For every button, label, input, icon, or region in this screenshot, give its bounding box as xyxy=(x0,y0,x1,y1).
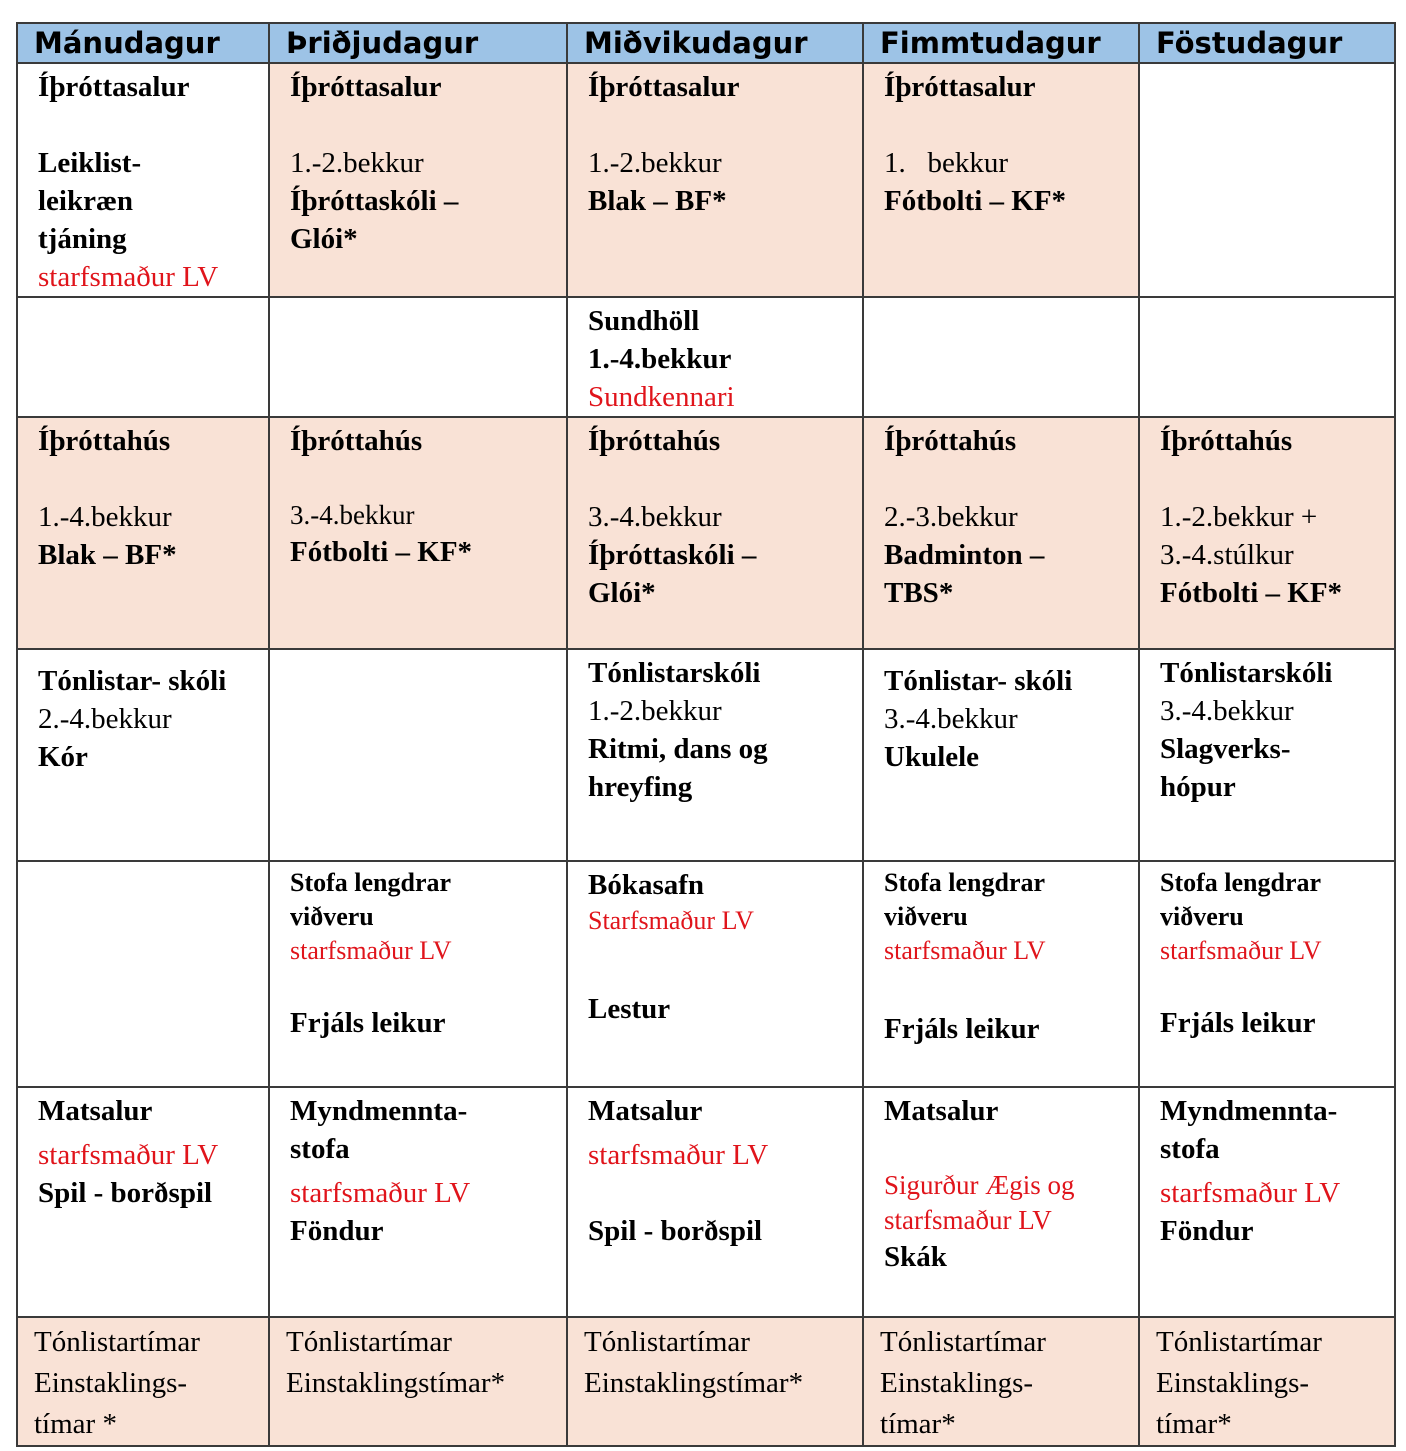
place-label: Tónlistarskóli xyxy=(588,657,761,689)
weekly-schedule-table xyxy=(16,22,1396,1447)
cell-wed-r5 xyxy=(567,861,863,1087)
activity-label: Skák xyxy=(884,1241,947,1273)
staff-label: starfsmaður LV xyxy=(1160,1177,1341,1209)
music-lessons-label: Tónlistartímar xyxy=(34,1326,200,1358)
place-label: Íþróttahús xyxy=(38,425,171,457)
activity-label: Slagverks- xyxy=(1160,733,1291,765)
cell-mon-r2 xyxy=(17,297,269,417)
grade-label: 1.-2.bekkur xyxy=(588,695,722,727)
place-label: Íþróttahús xyxy=(290,425,423,457)
activity-label: hópur xyxy=(1160,771,1236,803)
individual-lessons-label: Einstaklings- xyxy=(34,1367,188,1399)
place-label: stofa xyxy=(290,1133,350,1165)
activity-label: Glói* xyxy=(290,223,358,255)
cell-mon-r3 xyxy=(17,417,269,649)
cell-mon-r7 xyxy=(17,1317,269,1446)
cell-wed-r7 xyxy=(567,1317,863,1446)
grade-label: 3.-4.bekkur xyxy=(1160,695,1294,727)
activity-label: Fótbolti – KF* xyxy=(884,185,1067,217)
cell-thu-r5 xyxy=(863,861,1139,1087)
staff-label: starfsmaður LV xyxy=(38,261,219,293)
place-label: Stofa lengdrar xyxy=(1160,868,1322,897)
activity-label: Íþróttaskóli – xyxy=(588,539,757,571)
grade-label: 1.-2.bekkur + xyxy=(1160,501,1318,533)
place-label: Sundhöll xyxy=(588,305,700,337)
schedule-row xyxy=(17,1317,1395,1446)
staff-label: Sigurður Ægis og xyxy=(884,1170,1075,1200)
cell-tue-r3 xyxy=(269,417,567,649)
place-label: Íþróttahús xyxy=(884,425,1017,457)
cell-wed-r6 xyxy=(567,1087,863,1317)
place-label: Myndmennta- xyxy=(290,1095,468,1127)
activity-label: Leiklist- xyxy=(38,147,142,179)
individual-lessons-label: Einstaklingstímar* xyxy=(286,1367,506,1399)
cell-fri-r3 xyxy=(1139,417,1395,649)
place-label: viðveru xyxy=(1160,902,1244,931)
grade-label: 1.-4.bekkur xyxy=(38,501,172,533)
cell-wed-r2 xyxy=(567,297,863,417)
header-row xyxy=(17,23,1395,63)
staff-label: starfsmaður LV xyxy=(1160,936,1322,965)
activity-label: Fótbolti – KF* xyxy=(290,536,473,568)
music-lessons-label: Tónlistartímar xyxy=(286,1326,452,1358)
cell-thu-r7 xyxy=(863,1317,1139,1446)
staff-label: starfsmaður LV xyxy=(884,936,1046,965)
grade-label: 3.-4.bekkur xyxy=(588,501,722,533)
activity-label: TBS* xyxy=(884,577,954,609)
cell-fri-r5 xyxy=(1139,861,1395,1087)
header-wednesday: Miðvikudagur xyxy=(567,23,863,63)
place-label: Stofa lengdrar xyxy=(290,868,452,897)
individual-lessons-label: Einstaklingstímar* xyxy=(584,1367,804,1399)
cell-thu-r4 xyxy=(863,649,1139,861)
activity-label: Ritmi, dans og xyxy=(588,733,768,765)
individual-lessons-label: Einstaklings- xyxy=(1156,1367,1310,1399)
activity-label: Fótbolti – KF* xyxy=(1160,577,1343,609)
place-label: Íþróttasalur xyxy=(884,71,1036,103)
grade-label: 1.-2.bekkur xyxy=(290,147,424,179)
cell-tue-r7 xyxy=(269,1317,567,1446)
staff-label: starfsmaður LV xyxy=(290,1177,471,1209)
grade-label: 1.-2.bekkur xyxy=(588,147,722,179)
activity-label: Frjáls leikur xyxy=(884,1013,1040,1045)
place-label: Tónlistar- skóli xyxy=(38,665,227,697)
activity-label: Badminton – xyxy=(884,539,1045,571)
staff-label: starfsmaður LV xyxy=(588,1139,769,1171)
cell-thu-r2 xyxy=(863,297,1139,417)
place-label: viðveru xyxy=(290,902,374,931)
grade-label: 3.-4.bekkur xyxy=(884,703,1018,735)
schedule-row xyxy=(17,417,1395,649)
place-label: Matsalur xyxy=(588,1095,703,1127)
activity-label: Blak – BF* xyxy=(38,539,177,571)
staff-label: starfsmaður LV xyxy=(290,936,452,965)
schedule-row xyxy=(17,861,1395,1087)
grade-label: 2.-3.bekkur xyxy=(884,501,1018,533)
activity-label: Blak – BF* xyxy=(588,185,727,217)
cell-fri-r7 xyxy=(1139,1317,1395,1446)
cell-thu-r1 xyxy=(863,63,1139,297)
cell-mon-r6 xyxy=(17,1087,269,1317)
cell-tue-r1 xyxy=(269,63,567,297)
schedule-row xyxy=(17,649,1395,861)
activity-label: Spil - borðspil xyxy=(588,1215,763,1247)
individual-lessons-label: Einstaklings- xyxy=(880,1367,1034,1399)
schedule-row xyxy=(17,297,1395,417)
grade-label: 3.-4.bekkur xyxy=(290,500,415,530)
cell-wed-r4 xyxy=(567,649,863,861)
activity-label: Lestur xyxy=(588,993,671,1025)
cell-tue-r4 xyxy=(269,649,567,861)
place-label: viðveru xyxy=(884,902,968,931)
individual-lessons-label: tímar* xyxy=(880,1408,956,1440)
place-label: Íþróttasalur xyxy=(588,71,740,103)
schedule-row xyxy=(17,1087,1395,1317)
activity-label: Íþróttaskóli – xyxy=(290,185,459,217)
music-lessons-label: Tónlistartímar xyxy=(880,1326,1046,1358)
activity-label: Kór xyxy=(38,741,88,773)
cell-fri-r4 xyxy=(1139,649,1395,861)
cell-mon-r5 xyxy=(17,861,269,1087)
staff-label: Sundkennari xyxy=(588,381,735,413)
activity-label: Föndur xyxy=(1160,1215,1254,1247)
activity-label: leikræn xyxy=(38,185,134,217)
staff-label: starfsmaður LV xyxy=(884,1205,1052,1235)
cell-wed-r3 xyxy=(567,417,863,649)
activity-label: Föndur xyxy=(290,1215,384,1247)
header-friday: Föstudagur xyxy=(1139,23,1395,63)
individual-lessons-label: tímar * xyxy=(34,1408,117,1440)
cell-tue-r6 xyxy=(269,1087,567,1317)
music-lessons-label: Tónlistartímar xyxy=(584,1326,750,1358)
activity-label: Ukulele xyxy=(884,741,980,773)
cell-wed-r1 xyxy=(567,63,863,297)
header-thursday: Fimmtudagur xyxy=(863,23,1139,63)
cell-tue-r2 xyxy=(269,297,567,417)
place-label: Stofa lengdrar xyxy=(884,868,1046,897)
activity-label: hreyfing xyxy=(588,771,693,803)
place-label: Myndmennta- xyxy=(1160,1095,1338,1127)
activity-label: Glói* xyxy=(588,577,656,609)
header-tuesday: Þriðjudagur xyxy=(269,23,567,63)
grade-label: 3.-4.stúlkur xyxy=(1160,539,1294,571)
place-label: Íþróttasalur xyxy=(290,71,442,103)
grade-label: 1. bekkur xyxy=(884,147,1009,179)
activity-label: Spil - borðspil xyxy=(38,1177,213,1209)
place-label: Matsalur xyxy=(38,1095,153,1127)
cell-fri-r2 xyxy=(1139,297,1395,417)
place-label: Tónlistar- skóli xyxy=(884,665,1073,697)
place-label: stofa xyxy=(1160,1133,1220,1165)
music-lessons-label: Tónlistartímar xyxy=(1156,1326,1322,1358)
cell-fri-r6 xyxy=(1139,1087,1395,1317)
activity-label: tjáning xyxy=(38,223,127,255)
place-label: Matsalur xyxy=(884,1095,999,1127)
cell-fri-r1 xyxy=(1139,63,1395,297)
grade-label: 1.-4.bekkur xyxy=(588,343,732,375)
place-label: Bókasafn xyxy=(588,869,705,901)
cell-mon-r1 xyxy=(17,63,269,297)
cell-thu-r6 xyxy=(863,1087,1139,1317)
place-label: Íþróttahús xyxy=(588,425,721,457)
staff-label: Starfsmaður LV xyxy=(588,906,754,935)
staff-label: starfsmaður LV xyxy=(38,1139,219,1171)
place-label: Íþróttahús xyxy=(1160,425,1293,457)
place-label: Íþróttasalur xyxy=(38,71,190,103)
activity-label: Frjáls leikur xyxy=(1160,1007,1316,1039)
activity-label: Frjáls leikur xyxy=(290,1007,446,1039)
schedule-row xyxy=(17,63,1395,297)
header-monday: Mánudagur xyxy=(17,23,269,63)
cell-thu-r3 xyxy=(863,417,1139,649)
grade-label: 2.-4.bekkur xyxy=(38,703,172,735)
cell-tue-r5 xyxy=(269,861,567,1087)
cell-mon-r4 xyxy=(17,649,269,861)
place-label: Tónlistarskóli xyxy=(1160,657,1333,689)
individual-lessons-label: tímar* xyxy=(1156,1408,1232,1440)
